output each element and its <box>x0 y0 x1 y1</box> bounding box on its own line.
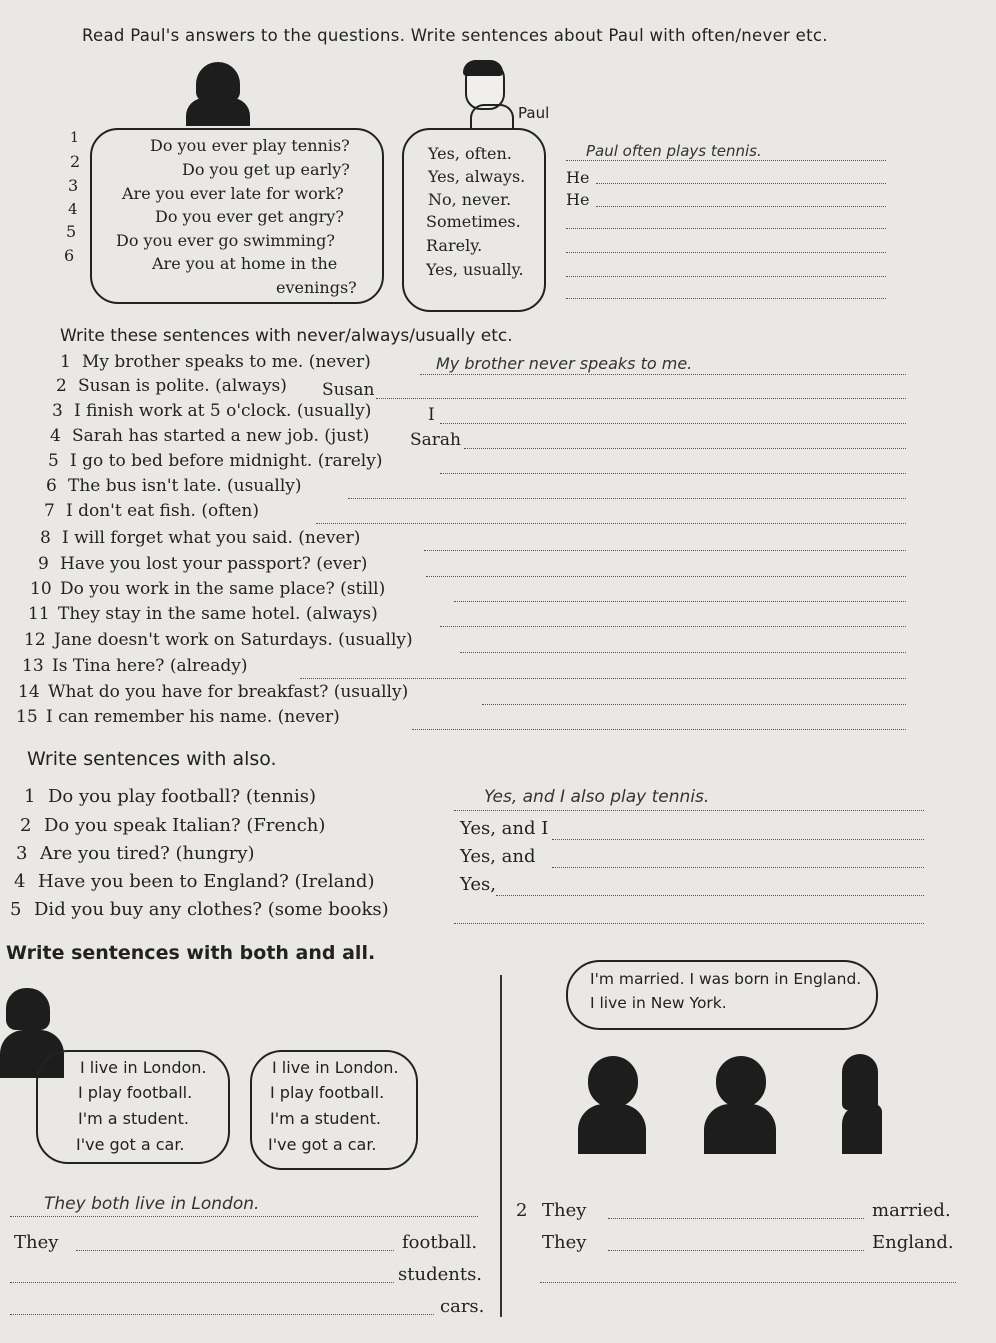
answer-line[interactable] <box>464 448 906 449</box>
item-number: 3 <box>16 843 28 864</box>
item-number: 4 <box>68 200 78 218</box>
answer-line[interactable] <box>552 839 924 840</box>
answer-line[interactable] <box>420 374 906 375</box>
answer-line[interactable] <box>454 923 924 924</box>
item-number: 3 <box>68 176 79 195</box>
answer-line[interactable] <box>552 867 924 868</box>
sentence-text: I don't eat fish. (often) <box>66 501 259 521</box>
answer-line[interactable] <box>608 1218 864 1219</box>
answer-line[interactable] <box>566 252 886 253</box>
item-number: 9 <box>38 554 49 574</box>
sentence-text: The bus isn't late. (usually) <box>68 476 302 496</box>
answer-ending: football. <box>402 1232 478 1253</box>
written-answer: My brother never speaks to me. <box>436 354 693 373</box>
sentence-text: Sarah has started a new job. (just) <box>72 426 370 446</box>
answer-line[interactable] <box>566 298 886 299</box>
answer-starter: I <box>428 405 435 425</box>
answer-line[interactable] <box>440 626 906 627</box>
bubble2-line: I've got a car. <box>268 1135 377 1154</box>
question-text: Do you ever go swimming? <box>116 231 335 250</box>
answer-line[interactable] <box>426 576 906 577</box>
item-number: 5 <box>48 451 59 471</box>
answer-line[interactable] <box>482 704 906 705</box>
ex3-title: Write sentences with also. <box>27 748 277 770</box>
answer-line[interactable] <box>348 498 906 499</box>
answer-line[interactable] <box>454 601 906 602</box>
answer-line[interactable] <box>454 810 924 811</box>
sentence-text: My brother speaks to me. (never) <box>82 352 371 372</box>
answer-line[interactable] <box>76 1250 394 1251</box>
bubble2-line: I live in London. <box>272 1058 399 1077</box>
item-number: 4 <box>50 426 61 446</box>
question-text: Do you get up early? <box>182 160 350 179</box>
right-bubble-line: I'm married. I was born in England. <box>590 970 862 988</box>
item-number: 1 <box>24 786 36 807</box>
item-number: 2 <box>20 815 32 836</box>
question-text: Did you buy any clothes? (some books) <box>34 899 389 920</box>
item-number: 10 <box>30 579 52 599</box>
answer-ending: cars. <box>440 1296 485 1317</box>
bubble1-line: I'm a student. <box>78 1109 189 1128</box>
sentence-text: I finish work at 5 o'clock. (usually) <box>74 401 372 421</box>
question-text: Are you ever late for work? <box>122 184 344 203</box>
answer-starter: Yes, and I <box>460 818 549 839</box>
question-text: Do you play football? (tennis) <box>48 786 317 807</box>
answer-line[interactable] <box>566 160 886 161</box>
item-number: 2 <box>56 376 67 396</box>
item-number: 4 <box>14 871 26 892</box>
question-text: Do you ever get angry? <box>155 207 344 226</box>
item-number: 11 <box>28 604 50 624</box>
bubble1-line: I've got a car. <box>76 1135 185 1154</box>
item-number: 1 <box>60 352 71 372</box>
ex2-title: Write these sentences with never/always/usually etc. <box>60 326 513 346</box>
sentence-text: I will forget what you said. (never) <box>62 528 361 548</box>
answer-line[interactable] <box>10 1314 434 1315</box>
question-text: Do you speak Italian? (French) <box>44 815 326 836</box>
answer-starter: Susan <box>322 380 375 400</box>
answer-ending: married. <box>872 1200 951 1221</box>
question-text: Are you tired? (hungry) <box>40 843 255 864</box>
answer-line[interactable] <box>316 523 906 524</box>
item-number: 13 <box>22 656 44 676</box>
right-bubble-line: I live in New York. <box>590 994 727 1012</box>
item-number: 3 <box>52 401 63 421</box>
sentence-text: Do you work in the same place? (still) <box>60 579 386 599</box>
written-answer: Paul often plays tennis. <box>586 142 762 160</box>
answer-starter: They <box>542 1232 587 1253</box>
answer-text: Sometimes. <box>426 212 521 231</box>
written-answer: Yes, and I also play tennis. <box>484 787 710 807</box>
answer-starter: He <box>566 168 590 187</box>
sentence-text: Jane doesn't work on Saturdays. (usually) <box>54 630 413 650</box>
answer-starter: They <box>542 1200 587 1221</box>
answer-text: Yes, often. <box>428 144 512 163</box>
answer-ending: students. <box>398 1264 483 1285</box>
item-number: 2 <box>516 1200 528 1221</box>
sentence-text: Is Tina here? (already) <box>52 656 248 676</box>
item-number: 1 <box>70 130 79 146</box>
item-number: 6 <box>46 476 57 496</box>
question-text: Do you ever play tennis? <box>150 136 350 155</box>
answer-text: Rarely. <box>426 236 483 255</box>
answer-starter: Sarah <box>410 430 461 450</box>
paul-label: Paul <box>518 104 550 122</box>
answer-line[interactable] <box>596 206 886 207</box>
answer-line[interactable] <box>566 228 886 229</box>
answer-starter: He <box>566 190 590 209</box>
sentence-text: What do you have for breakfast? (usually) <box>48 682 409 702</box>
answer-line[interactable] <box>460 652 906 653</box>
answer-ending: England. <box>872 1232 954 1253</box>
sentence-text: I can remember his name. (never) <box>46 707 340 727</box>
written-answer: They both live in London. <box>44 1194 260 1214</box>
question-text: Are you at home in the <box>152 254 338 273</box>
answer-text: Yes, always. <box>428 167 526 186</box>
question-text-cont: evenings? <box>276 278 357 297</box>
item-number: 5 <box>10 899 22 920</box>
answer-text: No, never. <box>428 190 512 209</box>
item-number: 7 <box>44 501 55 521</box>
ex4-title: Write sentences with both and all. <box>6 942 376 964</box>
answer-line[interactable] <box>10 1216 478 1217</box>
bubble1-line: I play football. <box>78 1083 193 1102</box>
answer-line[interactable] <box>424 550 906 551</box>
answer-line[interactable] <box>440 473 906 474</box>
sentence-text: They stay in the same hotel. (always) <box>58 604 378 624</box>
ex1-instruction: Read Paul's answers to the questions. Write sentences about Paul with often/never etc. <box>82 26 828 45</box>
question-text: Have you been to England? (Ireland) <box>38 871 375 892</box>
answer-line[interactable] <box>596 183 886 184</box>
column-divider <box>500 975 502 1317</box>
answer-line[interactable] <box>540 1282 956 1283</box>
item-number: 2 <box>70 152 81 171</box>
item-number: 5 <box>66 222 77 241</box>
answer-line[interactable] <box>412 729 906 730</box>
answer-line[interactable] <box>440 423 906 424</box>
sentence-text: Susan is polite. (always) <box>78 376 287 396</box>
sentence-text: Have you lost your passport? (ever) <box>60 554 368 574</box>
bubble2-line: I'm a student. <box>270 1109 381 1128</box>
answer-text: Yes, usually. <box>426 260 524 279</box>
answer-starter: Yes, and <box>460 846 536 867</box>
answer-line[interactable] <box>608 1250 864 1251</box>
answer-starter: Yes, <box>460 874 496 895</box>
answer-line[interactable] <box>566 276 886 277</box>
item-number: 15 <box>16 707 38 727</box>
item-number: 12 <box>24 630 46 650</box>
item-number: 6 <box>64 246 75 265</box>
answer-line[interactable] <box>300 678 906 679</box>
answer-line[interactable] <box>376 398 906 399</box>
bubble1-line: I live in London. <box>80 1058 207 1077</box>
bubble2-line: I play football. <box>270 1083 385 1102</box>
sentence-text: I go to bed before midnight. (rarely) <box>70 451 383 471</box>
answer-line[interactable] <box>10 1282 394 1283</box>
item-number: 14 <box>18 682 40 702</box>
answer-starter: They <box>14 1232 59 1253</box>
answer-line[interactable] <box>496 895 924 896</box>
item-number: 8 <box>40 528 51 548</box>
